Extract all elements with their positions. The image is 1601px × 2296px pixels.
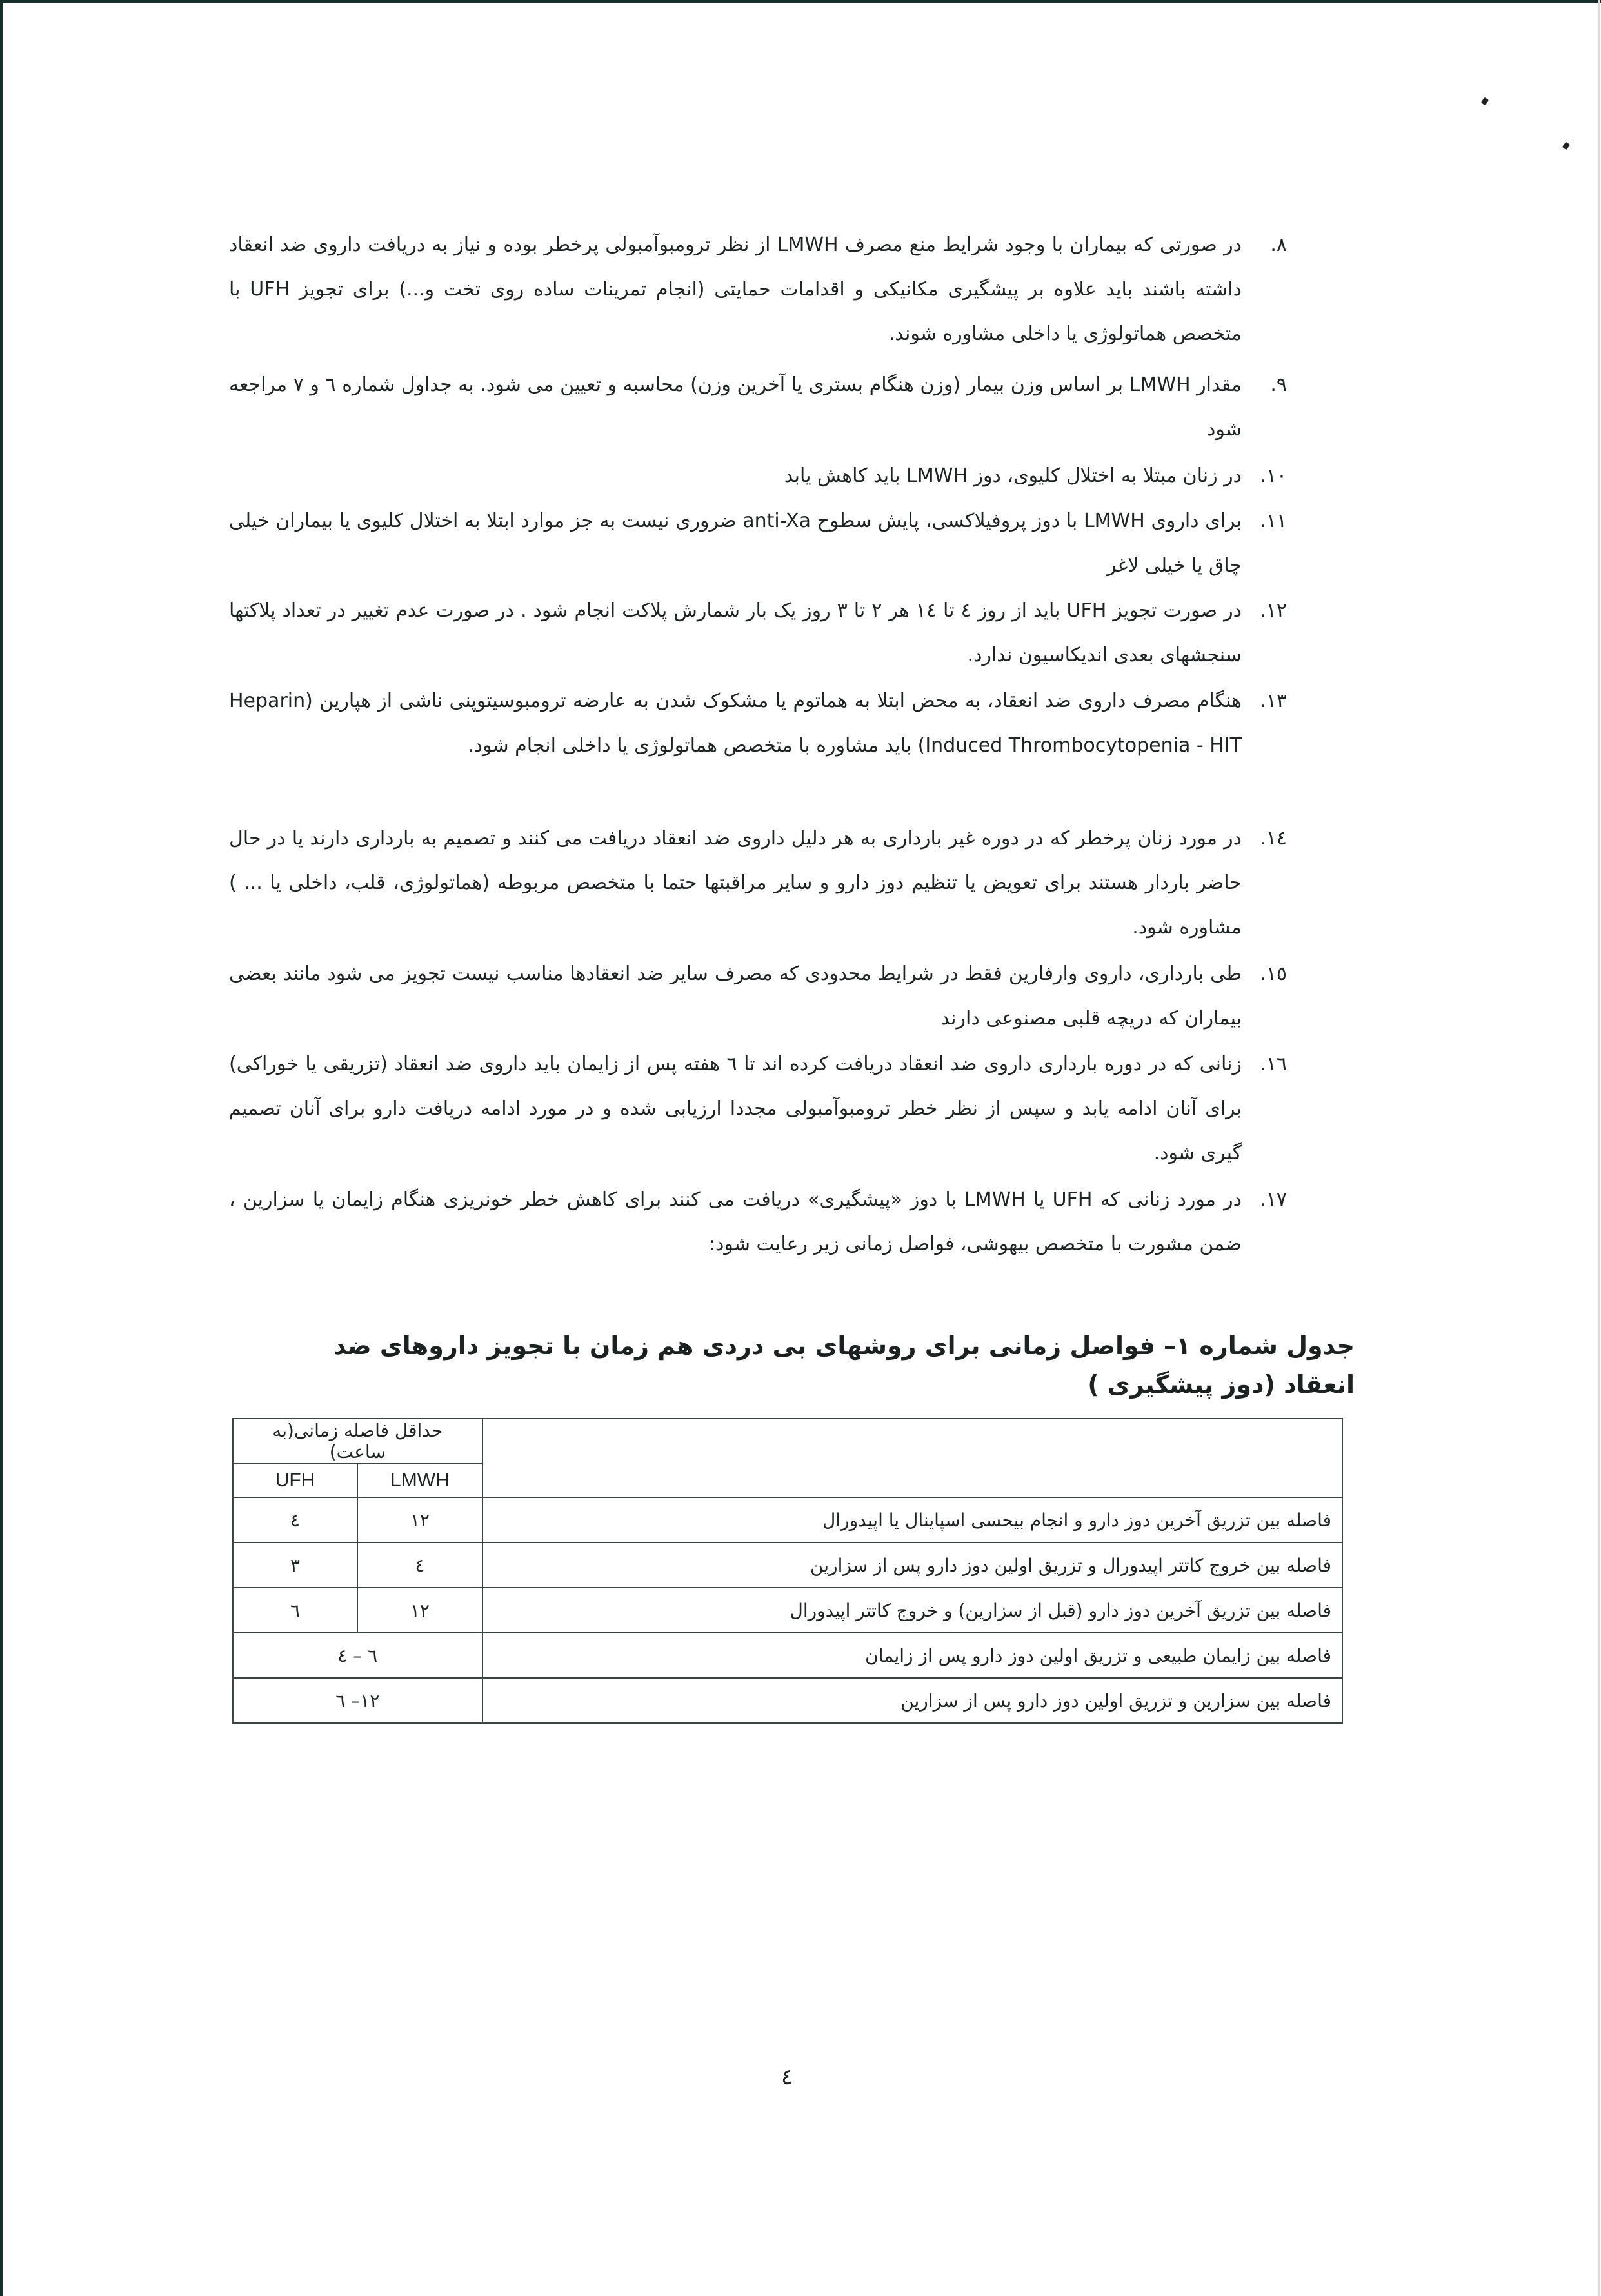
scan-edge-left — [0, 0, 3, 2296]
table-header-row — [233, 1419, 1342, 1464]
list-item-17 — [229, 1177, 1287, 1266]
item-text: در صورت تجویز UFH باید از روز ٤ تا ١٤ هر ٢ تا ٣ روز یک بار شمارش پلاکت انجام شود . در صورت عدم تغییر در تعداد پلاکتها سنجشهای بعدی اندیکاسیون ندارد. — [229, 599, 1242, 666]
item-number: ۱۷. — [1260, 1188, 1287, 1211]
row-description: فاصله بین تزریق آخرین دوز دارو و انجام بیحسی اسپاینال یا اپیدورال — [482, 1497, 1342, 1542]
row-description: فاصله بین تزریق آخرین دوز دارو (قبل از سزارین) و خروج کاتتر اپیدورال — [482, 1588, 1342, 1633]
interval-table — [232, 1418, 1343, 1724]
merged-value: ١٢– ٦ — [233, 1678, 482, 1723]
item-text: در زنان مبتلا به اختلال کلیوی، دوز LMWH باید کاهش یابد — [784, 464, 1242, 487]
item-number: ۹. — [1270, 374, 1287, 396]
item-text: طی بارداری، داروی وارفارین فقط در شرایط محدودی که مصرف سایر ضد انعقادها مناسب نیست تجویز می شود مانند بعضی بیماران که دریچه قلبی مصنوعی دارند — [229, 963, 1242, 1030]
row-description: فاصله بین سزارین و تزریق اولین دوز دارو پس از سزارین — [482, 1678, 1342, 1723]
ufh-value: ٣ — [233, 1542, 357, 1588]
table-row — [233, 1497, 1342, 1542]
item-text: در مورد زنانی که UFH یا LMWH با دوز «پیشگیری» دریافت می کنند برای کاهش خطر خونریزی هنگام زایمان یا سزارین ، ضمن مشورت با متخصص بیهوشی، فواصل زمانی زیر رعایت شود: — [229, 1188, 1242, 1255]
item-text: در مورد زنان پرخطر که در دوره غیر بارداری به هر دلیل داروی ضد انعقاد دریافت می کنند و تصمیم به بارداری دارند یا در حال حاضر باردار هستند برای تعویض یا تنظیم دوز دارو و سایر مراقبتها حتما با متخصص مربوطه (هماتولوژی، قلب، داخلی یا ... ) مشاوره شود. — [229, 827, 1242, 939]
row-description: فاصله بین خروج کاتتر اپیدورال و تزریق اولین دوز دارو پس از سزارین — [482, 1542, 1342, 1588]
item-number: ۱۱. — [1260, 510, 1287, 532]
list-item-9 — [229, 363, 1287, 452]
item-number: ۸. — [1270, 234, 1287, 256]
list-item-13 — [229, 679, 1287, 768]
table-row — [233, 1542, 1342, 1588]
ufh-value: ٦ — [233, 1588, 357, 1633]
table-row — [233, 1633, 1342, 1678]
item-number: ۱۳. — [1260, 690, 1287, 712]
lmwh-value: ١٢ — [357, 1588, 482, 1633]
page-number: ٤ — [781, 2064, 793, 2090]
ufh-value: ٤ — [233, 1497, 357, 1542]
header-lmwh: LMWH — [357, 1464, 482, 1497]
item-number: ۱٥. — [1260, 963, 1287, 985]
list-item-10 — [229, 454, 1287, 498]
list-item-16 — [229, 1042, 1287, 1175]
scan-speck — [1562, 142, 1570, 150]
item-text: در صورتی که بیماران با وجود شرایط منع مصرف LMWH از نظر ترومبوآمبولی پرخطر بوده و نیاز به دریافت داروی ضد انعقاد داشته باشند باید علاوه بر پیشگیری مکانیکی و اقدامات حمایتی (انجام تمرینات ساده روی تخت و...) برای تجویز UFH با متخصص هماتولوژی یا داخلی مشاوره شوند. — [229, 234, 1242, 345]
scan-edge-right — [1598, 0, 1600, 2296]
row-description: فاصله بین زایمان طبیعی و تزریق اولین دوز دارو پس از زایمان — [482, 1633, 1342, 1678]
scan-speck — [1481, 97, 1489, 106]
item-text: هنگام مصرف داروی ضد انعقاد، به محض ابتلا به هماتوم یا مشکوک شدن به عارضه ترومبوسیتوپنی ناشی از هپارین (Heparin Induced Thrombocytopenia - HIT) باید مشاوره با متخصص هماتولوژی یا داخلی انجام شود. — [229, 690, 1242, 757]
table-caption: جدول شماره ١– فواصل زمانی برای روشهای بی دردی هم زمان با تجویز داروهای ضد انعقاد (دوز پیشگیری ) — [333, 1332, 1355, 1399]
header-min-interval: حداقل فاصله زمانی(به ساعت) — [233, 1419, 482, 1464]
item-number: ۱۰. — [1260, 464, 1287, 487]
scan-edge-top — [0, 0, 1601, 3]
list-item-12 — [229, 588, 1287, 677]
table-row — [233, 1678, 1342, 1723]
item-text: مقدار LMWH بر اساس وزن بیمار (وزن هنگام بستری یا آخرین وزن) محاسبه و تعیین می شود. به جداول شماره ٦ و ٧ مراجعه شود — [229, 374, 1242, 441]
header-blank-cell — [482, 1419, 1342, 1497]
list-item-14 — [229, 816, 1287, 950]
table-row — [233, 1588, 1342, 1633]
header-ufh: UFH — [233, 1464, 357, 1497]
list-item-15 — [229, 952, 1287, 1041]
list-item-11 — [229, 499, 1287, 588]
item-text: برای داروی LMWH با دوز پروفیلاکسی، پایش سطوح anti-Xa ضروری نیست به جز موارد ابتلا به اختلال کلیوی یا بیماران خیلی چاق یا خیلی لاغر — [229, 510, 1242, 577]
merged-value: ٦ – ٤ — [233, 1633, 482, 1678]
item-number: ۱٦. — [1260, 1053, 1287, 1075]
lmwh-value: ٤ — [357, 1542, 482, 1588]
item-number: ۱٤. — [1260, 827, 1287, 850]
item-number: ۱۲. — [1260, 599, 1287, 622]
item-text: زنانی که در دوره بارداری داروی ضد انعقاد دریافت کرده اند تا ٦ هفته پس از زایمان باید داروی ضد انعقاد (تزریقی یا خوراکی) برای آنان ادامه یابد و سپس از نظر خطر ترومبوآمبولی مجددا ارزیابی شده و در مورد ادامه دریافت دارو برای آنان تصمیم گیری شود. — [229, 1053, 1242, 1164]
lmwh-value: ١٢ — [357, 1497, 482, 1542]
list-item-8 — [229, 223, 1287, 356]
